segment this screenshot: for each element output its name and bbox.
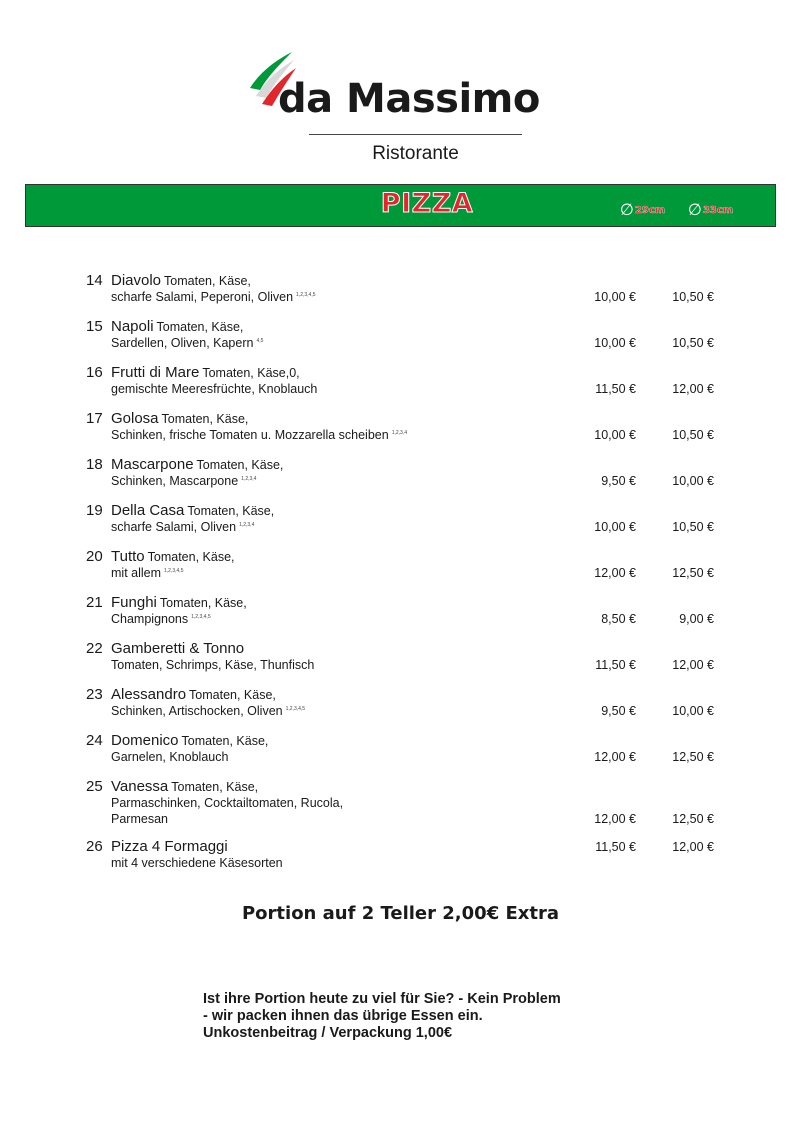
price-large: 10,00 € (672, 474, 714, 488)
note-line-1: Ist ihre Portion heute zu viel für Sie? - Kein Problem (203, 991, 561, 1007)
extra-plate-note: Portion auf 2 Teller 2,00€ Extra (241, 903, 560, 924)
price-small: 10,00 € (594, 290, 636, 304)
item-ingredients: gemischte Meeresfrüchte, Knoblauch (111, 382, 318, 396)
price-large: 10,00 € (672, 704, 714, 718)
item-ingredients: scharfe Salami, Peperoni, Oliven (111, 290, 294, 304)
item-title: Diavolo (111, 272, 162, 289)
item-name (111, 778, 258, 795)
item-title: Domenico (111, 732, 179, 749)
price-large: 10,50 € (672, 520, 714, 534)
item-allergens: 1,2,3,4,5 (296, 291, 316, 298)
item-description-2 (111, 856, 283, 870)
menu-item (0, 640, 801, 686)
menu-item (0, 838, 801, 884)
item-description-1: Tomaten, Käse, (164, 274, 251, 288)
item-title: Vanessa (111, 778, 169, 795)
menu-item (0, 410, 801, 456)
item-number: 16 (86, 364, 103, 381)
item-number: 20 (86, 548, 103, 565)
item-name (111, 272, 251, 289)
item-name (111, 318, 243, 335)
diameter-icon: ∅ (688, 200, 702, 219)
takeaway-note (203, 991, 561, 1042)
item-description-2 (111, 290, 316, 304)
restaurant-logo (246, 50, 566, 125)
item-description-2 (111, 520, 254, 534)
item-description-1: Tomaten, Käse, (159, 596, 247, 610)
item-ingredients: Schinken, Artischocken, Oliven (111, 704, 283, 718)
note-line-3: Unkostenbeitrag / Verpackung 1,00€ (203, 1025, 453, 1041)
item-description-1: Tomaten, Käse,0, (202, 366, 300, 380)
item-number: 22 (86, 640, 103, 657)
section-banner (25, 184, 776, 227)
item-allergens: 1,2,3,4 (239, 521, 255, 528)
item-description-1: Tomaten, Käse, (147, 550, 235, 564)
item-number: 21 (86, 594, 103, 611)
note-line-2: - wir packen ihnen das übrige Essen ein. (203, 1008, 483, 1024)
price-small: 10,00 € (594, 336, 636, 350)
item-allergens: 4,5 (256, 337, 264, 344)
item-name (111, 548, 235, 565)
item-title: Tutto (111, 548, 145, 565)
price-large: 10,50 € (672, 290, 714, 304)
menu-item (0, 778, 801, 838)
item-number: 25 (86, 778, 103, 795)
price-large: 12,50 € (672, 566, 714, 580)
menu-item (0, 686, 801, 732)
item-title: Golosa (111, 410, 159, 427)
logo-divider (309, 134, 522, 135)
item-name (111, 594, 247, 611)
item-description-2 (111, 796, 343, 810)
item-allergens: 1,2,3,4,5 (164, 567, 184, 574)
section-title: PIZZA (380, 188, 474, 219)
item-number: 23 (86, 686, 103, 703)
item-ingredients: mit 4 verschiedene Käsesorten (111, 856, 283, 870)
item-number: 18 (86, 456, 103, 473)
item-allergens: 1,2,3,4,5 (191, 613, 211, 620)
item-ingredients: mit allem (111, 566, 162, 580)
price-large: 12,00 € (672, 382, 714, 396)
item-description-2 (111, 612, 211, 626)
logo-text: da Massimo (278, 76, 540, 122)
menu-item (0, 502, 801, 548)
price-small: 12,00 € (594, 750, 636, 764)
price-small: 8,50 € (601, 612, 636, 626)
item-title: Pizza 4 Formaggi (111, 838, 228, 855)
item-description-2 (111, 704, 305, 718)
price-small: 9,50 € (601, 474, 636, 488)
price-large: 12,50 € (672, 812, 714, 826)
price-small: 9,50 € (601, 704, 636, 718)
item-ingredients: Parmaschinken, Cocktailtomaten, Rucola, (111, 796, 344, 810)
item-description-1: Tomaten, Käse, (187, 504, 275, 518)
item-ingredients: Champignons (111, 612, 189, 626)
item-title: Mascarpone (111, 456, 194, 473)
item-number: 15 (86, 318, 103, 335)
size-small-text: 29cm (634, 205, 666, 216)
menu-item (0, 272, 801, 318)
item-title: Alessandro (111, 686, 187, 703)
item-title: Della Casa (111, 502, 185, 519)
item-name (111, 456, 283, 473)
item-title: Napoli (111, 318, 154, 335)
item-description-2 (111, 336, 263, 350)
menu-item (0, 456, 801, 502)
item-description-2 (111, 428, 407, 442)
price-large: 12,00 € (672, 658, 714, 672)
price-small: 10,00 € (594, 428, 636, 442)
size-small-label (620, 198, 665, 217)
diameter-icon: ∅ (620, 200, 634, 219)
price-large: 10,50 € (672, 336, 714, 350)
menu-item (0, 594, 801, 640)
restaurant-subtitle: Ristorante (372, 143, 459, 164)
price-small: 11,50 € (595, 382, 636, 396)
size-large-text: 33cm (702, 205, 734, 216)
item-ingredients: Sardellen, Oliven, Kapern (111, 336, 254, 350)
item-title: Frutti di Mare (111, 364, 200, 381)
item-ingredients: Tomaten, Schrimps, Käse, Thunfisch (111, 658, 315, 672)
item-description-2 (111, 750, 228, 764)
item-ingredients: Schinken, frische Tomaten u. Mozzarella scheiben (111, 428, 389, 442)
item-allergens: 1,2,3,4,5 (285, 705, 306, 712)
price-small: 11,50 € (595, 840, 636, 854)
item-ingredients: scharfe Salami, Oliven (111, 520, 237, 534)
item-allergens: 1,2,3,4 (241, 475, 257, 482)
item-ingredients: Schinken, Mascarpone (111, 474, 239, 488)
size-large-label (688, 198, 733, 217)
item-name (111, 732, 268, 749)
item-ingredients: Garnelen, Knoblauch (111, 750, 229, 764)
menu-item (0, 318, 801, 364)
menu-item (0, 364, 801, 410)
item-description-2 (111, 474, 256, 488)
price-large: 9,00 € (679, 612, 714, 626)
item-description-1: Tomaten, Käse, (171, 780, 259, 794)
price-large: 12,50 € (672, 750, 714, 764)
menu-item (0, 732, 801, 778)
item-description-1: Tomaten, Käse, (156, 320, 244, 334)
item-number: 26 (86, 838, 103, 855)
price-small: 10,00 € (594, 520, 636, 534)
price-small: 11,50 € (595, 658, 636, 672)
item-number: 17 (86, 410, 103, 427)
item-description-1: Tomaten, Käse, (189, 688, 276, 702)
item-title: Funghi (111, 594, 157, 611)
item-description-1: Tomaten, Käse, (181, 734, 269, 748)
item-name (111, 502, 274, 519)
item-number: 14 (86, 272, 103, 289)
price-large: 12,00 € (672, 840, 714, 854)
item-name (111, 838, 228, 855)
item-description-1: Tomaten, Käse, (161, 412, 249, 426)
item-number: 24 (86, 732, 103, 749)
item-number: 19 (86, 502, 103, 519)
item-description-1: Tomaten, Käse, (196, 458, 284, 472)
item-description-2 (111, 658, 314, 672)
item-description-2 (111, 382, 317, 396)
item-name (111, 410, 248, 427)
price-small: 12,00 € (594, 566, 636, 580)
price-small: 12,00 € (594, 812, 636, 826)
price-large: 10,50 € (672, 428, 714, 442)
item-description-3: Parmesan (111, 812, 168, 826)
item-name (111, 686, 276, 703)
item-name (111, 364, 300, 381)
menu-item (0, 548, 801, 594)
item-name (111, 640, 244, 657)
item-title: Gamberetti & Tonno (111, 640, 245, 657)
item-allergens: 1,2,3,4 (391, 429, 407, 436)
item-description-2 (111, 566, 183, 580)
